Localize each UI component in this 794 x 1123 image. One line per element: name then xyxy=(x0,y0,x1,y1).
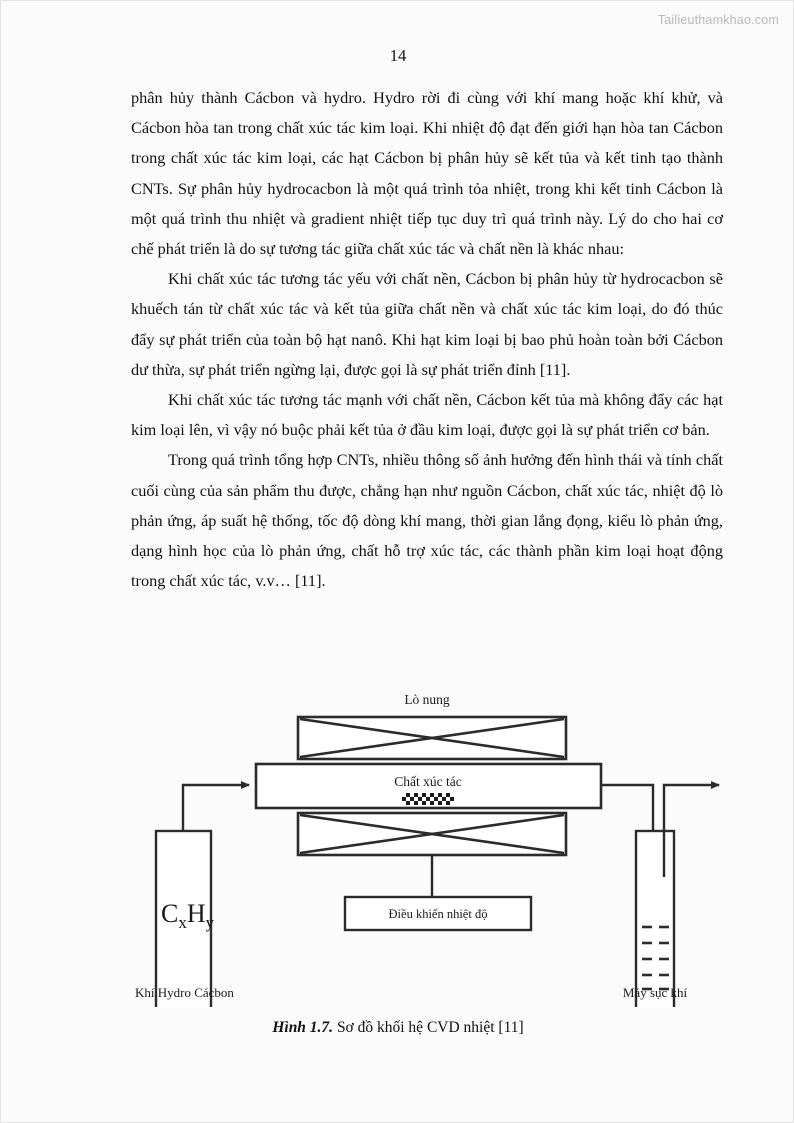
upper-heater-box xyxy=(298,717,566,759)
watermark-text: Tailieuthamkhao.com xyxy=(657,13,779,27)
gas-source-cylinder xyxy=(156,831,215,1007)
figure-caption-number: Hình 1.7. xyxy=(272,1019,334,1036)
reactor-tube-catalyst xyxy=(256,764,601,808)
bubbler-vessel xyxy=(636,785,719,1007)
page-number: 14 xyxy=(389,46,407,65)
temperature-control-box xyxy=(345,897,531,930)
paragraph-4: Trong quá trình tổng hợp CNTs, nhiều thông số ảnh hưởng đến hình thái và tính chất cuối cùng của sản phẩm thu được, chẳng hạn như nguồn Cácbon, chất xúc tác, nhiệt độ lò phản ứng, áp suất hệ thống, tốc độ dòng khí mang, thời gian lắng đọng, kiểu lò phản ứng, dạng hình học của lò phản ứng, chất hỗ trợ xúc tác, các thành phần kim loại hoạt động trong chất xúc tác, v.v… [11]. xyxy=(131,450,723,591)
figure-caption xyxy=(1,1019,794,1037)
bubbler-label: Máy sục khí xyxy=(622,985,688,1000)
gas-source-formula: $C_xH_y$ xyxy=(161,899,215,932)
gas-source-label: Khí Hydro Cácbon xyxy=(135,985,234,1000)
figure-caption-text: Sơ đồ khối hệ CVD nhiệt [11] xyxy=(333,1019,524,1036)
inlet-pipe xyxy=(183,785,249,831)
furnace-label: Lò nung xyxy=(404,692,450,707)
body-text-block xyxy=(131,83,723,596)
paragraph-3: Khi chất xúc tác tương tác mạnh với chất nền, Cácbon kết tủa mà không đẩy các hạt kim loại lên, vì vậy nó buộc phải kết tủa ở đầu kim loại, được gọi là sự phát triển cơ bản. xyxy=(131,390,723,440)
catalyst-label: Chất xúc tác xyxy=(394,774,462,789)
temperature-control-label: Điều khiển nhiệt độ xyxy=(388,907,488,921)
paragraph-2: Khi chất xúc tác tương tác yếu với chất nền, Cácbon bị phân hủy từ hydrocacbon sẽ khuếch tán từ chất xúc tác và kết tủa giữa chất nền và chất xúc tác kim loại, do đó thúc đẩy sự phát triển của toàn bộ hạt nanô. Khi hạt kim loại bị bao phủ hoàn toàn bởi Cácbon dư thừa, sự phát triển ngừng lại, được gọi là sự phát triển đỉnh [11]. xyxy=(131,269,723,379)
paragraph-1: phân hủy thành Cácbon và hydro. Hydro rời đi cùng với khí mang hoặc khí khử, và Cácbon hòa tan trong chất xúc tác kim loại. Khi nhiệt độ đạt đến giới hạn hòa tan Cácbon trong chất xúc tác kim loại, các hạt Cácbon bị phân hủy sẽ kết tủa và kết tinh tạo thành CNTs. Sự phân hủy hydrocacbon là một quá trình tỏa nhiệt, trong khi kết tinh Cácbon là một quá trình thu nhiệt và gradient nhiệt tiếp tục duy trì quá trình này. Lý do cho hai cơ chế phát triển là do sự tương tác giữa chất xúc tác và chất nền là khác nhau: xyxy=(131,88,723,259)
lower-heater-box xyxy=(298,813,566,855)
figure-cvd-block-diagram xyxy=(131,687,723,1007)
